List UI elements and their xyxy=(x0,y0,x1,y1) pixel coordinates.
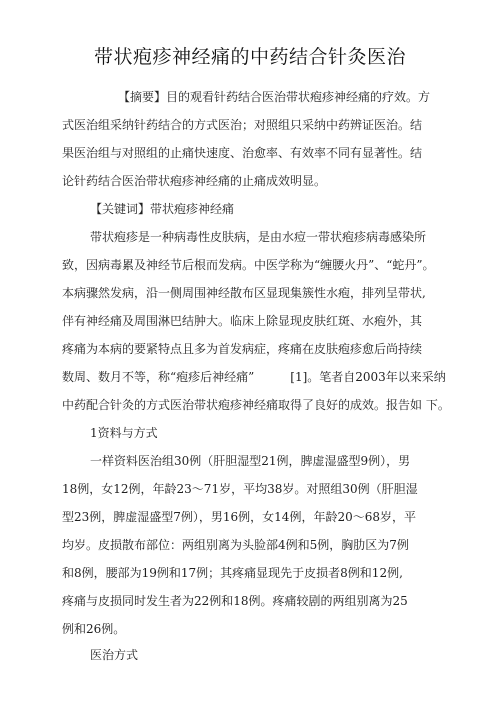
intro-line: 伴有神经痛及周围淋巴结肿大。临床上除显现皮肤红斑、水疱外，其 xyxy=(62,314,423,328)
section-line: 一样资料医治组30例（肝胆湿型21例，脾虚湿盛型9例），男 xyxy=(90,454,411,468)
section-line: 18例，女12例，年龄23〜71岁，平均38岁。对照组30例（肝胆湿 xyxy=(62,482,418,496)
abstract-line: 论针药结合医治带状疱疹神经痛的止痛成效明显。 xyxy=(62,174,327,188)
section-line: 疼痛与皮损同时发生者为22例和18例。疼痛较剧的两组别离为25 xyxy=(62,594,408,608)
intro-line: 带状疱疹是一种病毒性皮肤病，是由水痘一带状疱疹病毒感染所 xyxy=(90,230,427,244)
section-line: 例和26例。 xyxy=(62,622,126,636)
abstract-line: 【摘要】目的观看针药结合医治带状疱疹神经痛的疗效。方 xyxy=(118,90,431,104)
subheading: 医治方式 xyxy=(90,648,139,662)
intro-line: 本病骤然发病，沿一侧周围神经散布区显现集簇性水疱，排列呈带状, xyxy=(62,286,426,300)
intro-line: 中药配合针灸的方式医治带状疱疹神经痛取得了良好的成效。报告如 下。 xyxy=(62,398,450,412)
section-line: 型23例，脾虚湿盛型7例），男16例，女14例，年龄20〜68岁，平 xyxy=(62,510,416,524)
intro-line: 数周、数月不等，称“疱疹后神经痛” [1]。笔者自2003年以来采纳 xyxy=(62,370,446,384)
intro-line: 疼痛为本病的要紧特点且多为首发病症，疼痛在皮肤疱疹愈后尚持续 xyxy=(62,342,423,356)
intro-line: 致，因病毒累及神经节后根而发病。中医学称为“缠腰火丹”、“蛇丹”。 xyxy=(62,258,435,272)
abstract-line: 果医治组与对照组的止痛快速度、治愈率、有效率不同有显著性。结 xyxy=(62,146,423,160)
section-heading: 1资料与方式 xyxy=(90,426,158,440)
abstract-line: 式医治组采纳针药结合的方式医治；对照组只采纳中药辨证医治。结 xyxy=(62,118,423,132)
section-line: 和8例，腰部为19例和17例；其疼痛显现先于皮损者8例和12例, xyxy=(62,566,403,580)
section-line: 均岁。皮损散布部位：两组别离为头脸部4例和5例，胸肋区为7例 xyxy=(62,538,409,552)
keywords-line: 【关键词】带状疱疹神经痛 xyxy=(90,202,235,216)
document-title: 带状疱疹神经痛的中药结合针灸医治 xyxy=(93,46,406,68)
